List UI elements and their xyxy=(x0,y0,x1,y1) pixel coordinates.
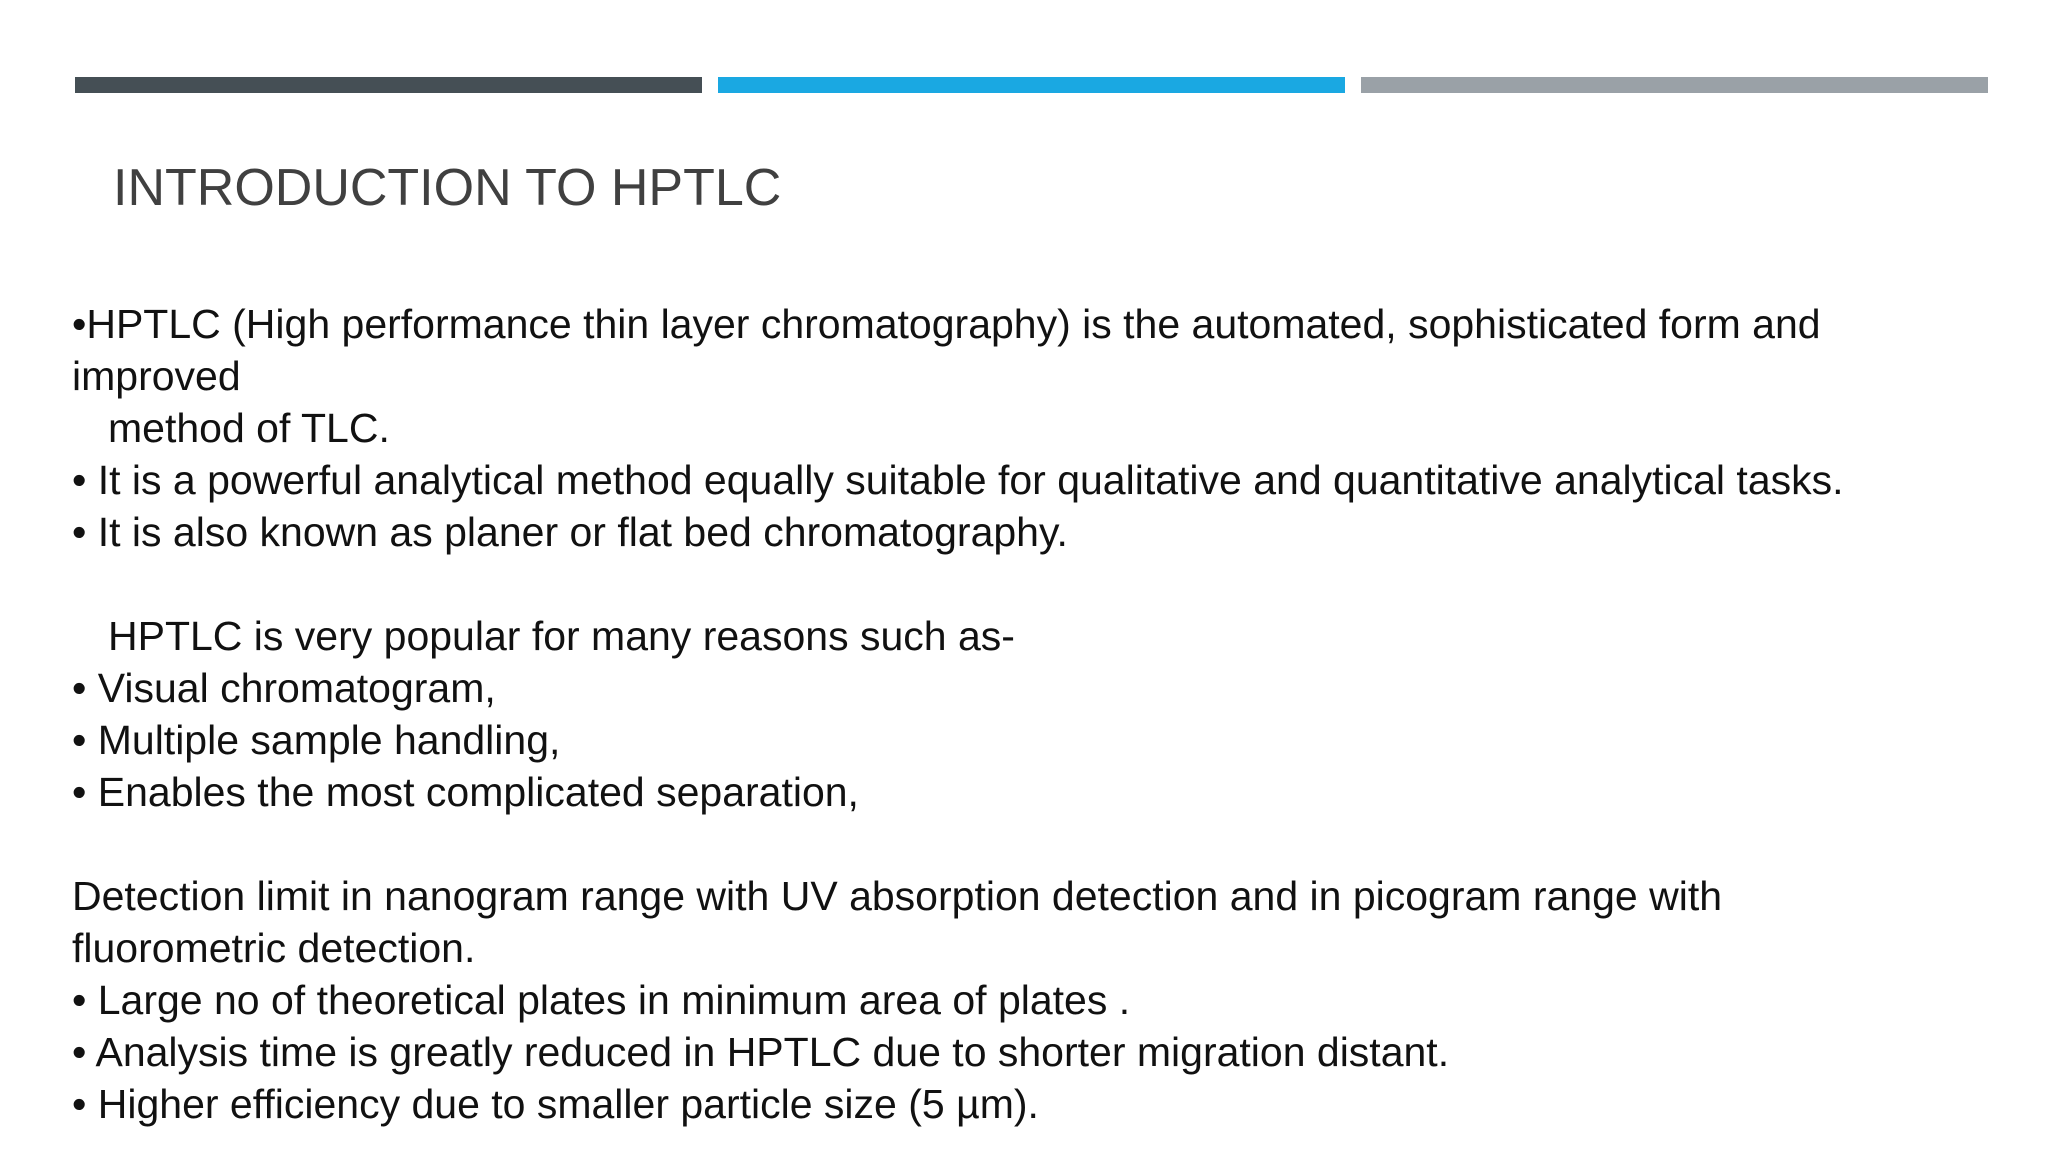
slide-body xyxy=(72,298,2012,1130)
body-bullet: • It is also known as planer or flat bed chromatography. xyxy=(72,509,1068,555)
body-line: method of TLC. xyxy=(108,405,390,451)
body-bullet: • Multiple sample handling, xyxy=(72,717,561,763)
body-line: HPTLC is very popular for many reasons such as- xyxy=(108,613,1015,659)
accent-bar-dark xyxy=(75,77,702,93)
slide-title: INTRODUCTION TO HPTLC xyxy=(113,159,782,217)
body-bullet: • Analysis time is greatly reduced in HPTLC due to shorter migration distant. xyxy=(72,1029,1450,1075)
body-bullet: • Higher efficiency due to smaller particle size (5 µm). xyxy=(72,1081,1039,1127)
body-line: •HPTLC (High performance thin layer chromatography) is the automated, sophisticated form and xyxy=(72,301,1821,347)
body-line: improved xyxy=(72,353,241,399)
body-bullet: • Enables the most complicated separation, xyxy=(72,769,859,815)
header-accent-bars xyxy=(75,77,1988,93)
body-line: fluorometric detection. xyxy=(72,925,476,971)
body-bullet: • Large no of theoretical plates in minimum area of plates . xyxy=(72,977,1131,1023)
paragraph-spacer xyxy=(72,558,2012,610)
accent-bar-gray xyxy=(1361,77,1988,93)
paragraph-spacer xyxy=(72,818,2012,870)
body-line: Detection limit in nanogram range with UV absorption detection and in picogram range with xyxy=(72,873,1723,919)
accent-bar-blue xyxy=(718,77,1345,93)
body-bullet: • It is a powerful analytical method equally suitable for qualitative and quantitative analytical tasks. xyxy=(72,457,1844,503)
body-bullet: • Visual chromatogram, xyxy=(72,665,496,711)
